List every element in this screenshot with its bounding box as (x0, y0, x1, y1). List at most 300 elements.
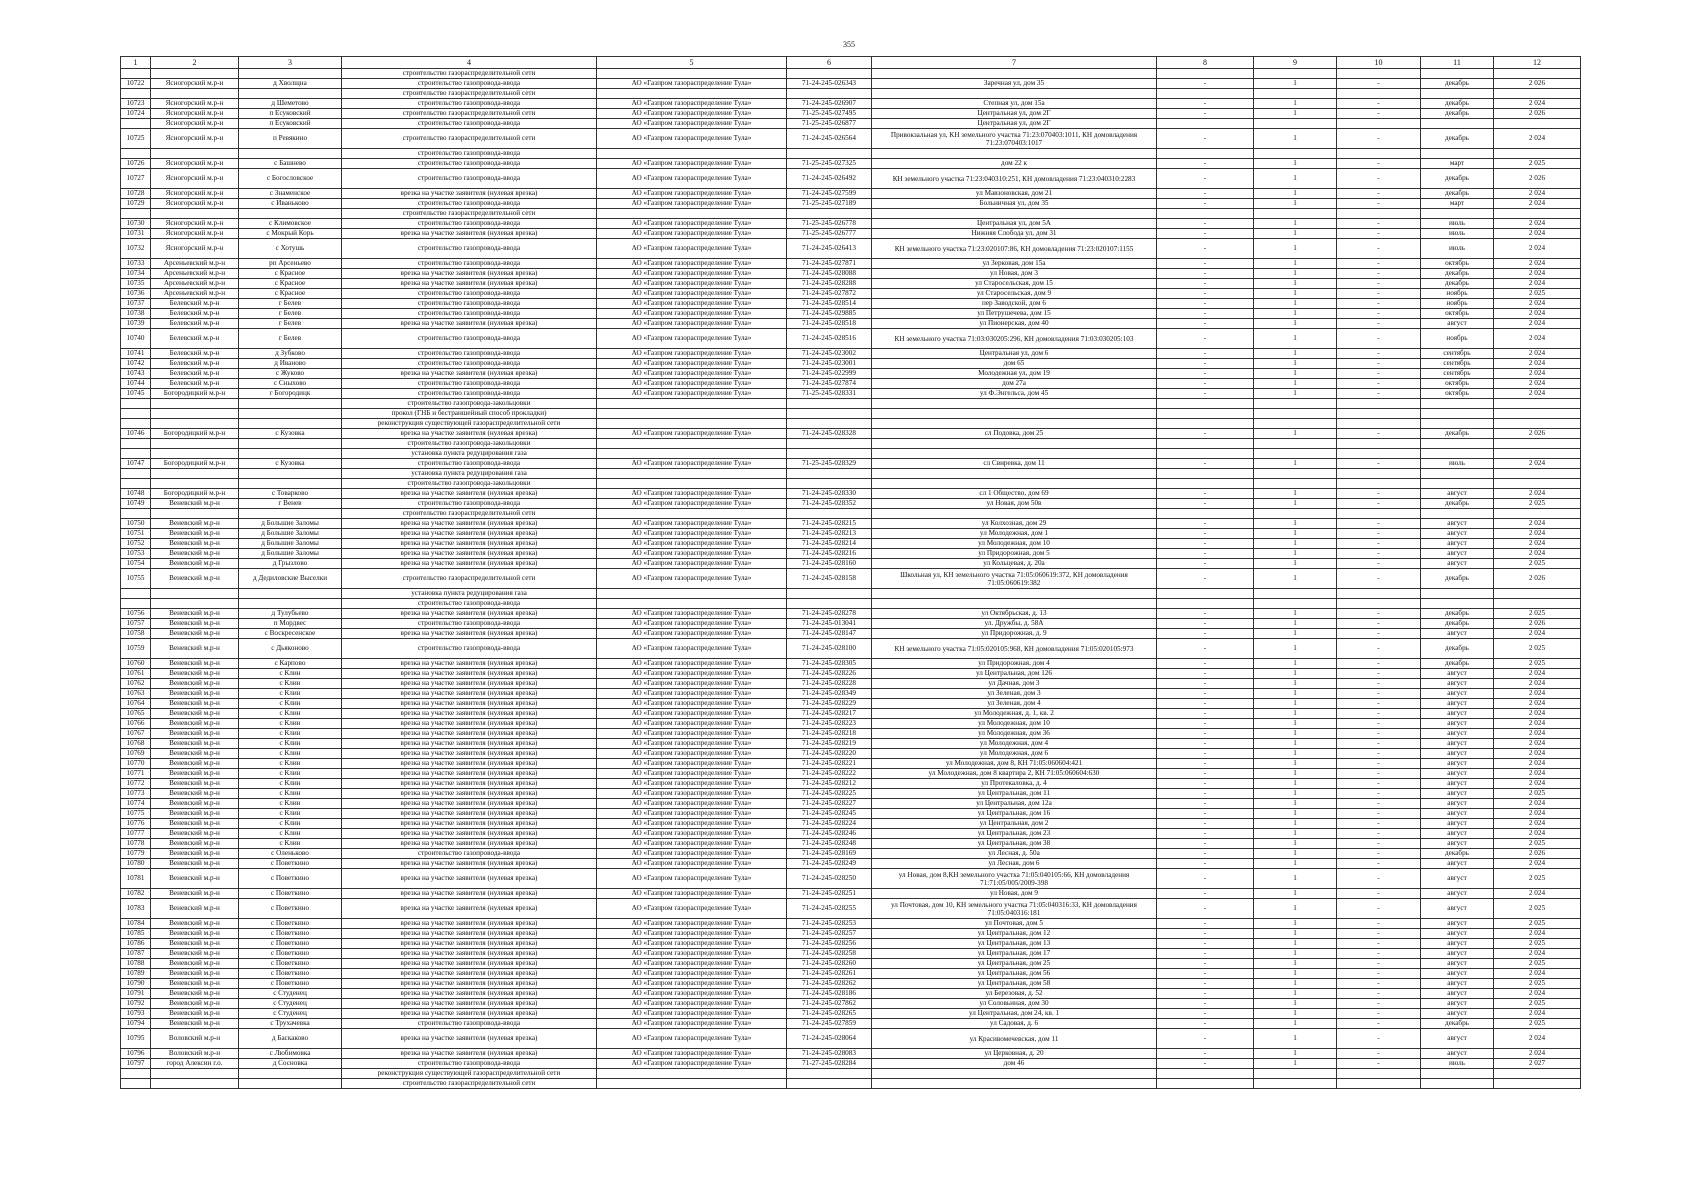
table-cell: - (1157, 749, 1254, 759)
table-cell: август (1421, 1009, 1494, 1019)
table-cell: д Грызлово (239, 559, 342, 569)
table-cell (1254, 1079, 1337, 1089)
table-cell: август (1421, 699, 1494, 709)
table-cell (787, 509, 872, 519)
table-cell: 2 024 (1494, 779, 1581, 789)
table-cell: - (1337, 499, 1421, 509)
table-cell: 1 (1254, 359, 1337, 369)
table-cell: врезка на участке заявителя (нулевая врезка) (342, 729, 597, 739)
table-cell (121, 469, 151, 479)
table-cell: с Клин (239, 709, 342, 719)
table-cell: 2 024 (1494, 549, 1581, 559)
table-cell: д Хволщна (239, 79, 342, 89)
table-cell: строительство газопровода-ввода (342, 349, 597, 359)
table-cell: врезка на участке заявителя (нулевая врезка) (342, 269, 597, 279)
table-cell (1337, 149, 1421, 159)
table-cell: 10762 (121, 679, 151, 689)
table-cell: Веневский м.р-н (151, 549, 239, 559)
table-cell: 1 (1254, 769, 1337, 779)
table-cell: 2 024 (1494, 269, 1581, 279)
table-cell (151, 399, 239, 409)
table-cell: АО «Газпром газораспределение Тула» (597, 119, 787, 129)
table-cell: врезка на участке заявителя (нулевая врезка) (342, 739, 597, 749)
table-cell (151, 589, 239, 599)
table-cell: АО «Газпром газораспределение Тула» (597, 549, 787, 559)
table-cell: строительство газораспределительной сети (342, 209, 597, 219)
table-cell (121, 69, 151, 79)
table-cell: ул Центральная, дом 58 (872, 979, 1157, 989)
table-cell: врезка на участке заявителя (нулевая врезка) (342, 919, 597, 929)
table-cell: - (1337, 889, 1421, 899)
table-cell: 2 025 (1494, 979, 1581, 989)
table-cell: ул Почтовая, дом 10, КН земельного участка 71:05:040316:33, КН домовладения 71:05:040316:181 (872, 899, 1157, 919)
table-cell (787, 89, 872, 99)
table-cell: 1 (1254, 299, 1337, 309)
table-cell (872, 69, 1157, 79)
table-cell: Веневский м.р-н (151, 919, 239, 929)
table-cell: август (1421, 859, 1494, 869)
table-cell: 1 (1254, 849, 1337, 859)
table-cell: - (1157, 959, 1254, 969)
table-cell: 10725 (121, 129, 151, 149)
table-cell: АО «Газпром газораспределение Тула» (597, 429, 787, 439)
table-cell (1494, 479, 1581, 489)
table-cell (239, 509, 342, 519)
table-cell: 2 024 (1494, 459, 1581, 469)
table-cell: Веневский м.р-н (151, 869, 239, 889)
table-subrow (121, 1069, 1581, 1079)
table-cell: - (1337, 99, 1421, 109)
table-row (121, 199, 1581, 209)
table-row (121, 569, 1581, 589)
table-row (121, 889, 1581, 899)
table-cell: - (1337, 239, 1421, 259)
table-row (121, 789, 1581, 799)
table-cell: Ясногорский м.р-н (151, 229, 239, 239)
table-cell: ул Молодежная, дом 36 (872, 729, 1157, 739)
table-cell: 71-24-245-028250 (787, 869, 872, 889)
table-cell: август (1421, 489, 1494, 499)
table-cell: 2 026 (1494, 429, 1581, 439)
table-cell: Центральная ул, дом 2Г (872, 119, 1157, 129)
table-cell: - (1157, 259, 1254, 269)
table-cell: ул Молодежная, дом 6 (872, 749, 1157, 759)
table-cell: - (1157, 939, 1254, 949)
table-cell: строительство газопровода-ввода (342, 99, 597, 109)
table-cell (151, 69, 239, 79)
table-row (121, 699, 1581, 709)
table-cell (121, 479, 151, 489)
table-cell: 10732 (121, 239, 151, 259)
table-cell: Ясногорский м.р-н (151, 99, 239, 109)
table-cell: ул Новая, дом 9 (872, 889, 1157, 899)
table-cell: 71-24-245-028229 (787, 699, 872, 709)
table-cell: Веневский м.р-н (151, 1019, 239, 1029)
table-cell: строительство газопровода-ввода (342, 159, 597, 169)
table-row (121, 979, 1581, 989)
table-cell: 10735 (121, 279, 151, 289)
table-cell (1337, 439, 1421, 449)
table-cell: ул Старосельская, дом 9 (872, 289, 1157, 299)
table-cell: 1 (1254, 199, 1337, 209)
table-cell: 2 024 (1494, 1049, 1581, 1059)
table-cell (1157, 599, 1254, 609)
table-cell: с Клин (239, 769, 342, 779)
table-cell: - (1157, 899, 1254, 919)
table-cell: 10769 (121, 749, 151, 759)
table-cell: август (1421, 919, 1494, 929)
table-row (121, 999, 1581, 1009)
table-cell: АО «Газпром газораспределение Тула» (597, 559, 787, 569)
table-cell: ул Центральная, дом 12 (872, 929, 1157, 939)
table-cell (1421, 69, 1494, 79)
table-cell (151, 409, 239, 419)
table-cell: август (1421, 749, 1494, 759)
table-cell: август (1421, 799, 1494, 809)
table-row (121, 359, 1581, 369)
table-cell: Богородицкий м.р-н (151, 389, 239, 399)
table-cell: - (1157, 819, 1254, 829)
table-cell: ул Центральная, дом 11 (872, 789, 1157, 799)
table-cell: 71-24-245-028278 (787, 609, 872, 619)
table-cell: ул Старосельская, дом 15 (872, 279, 1157, 289)
table-cell (787, 1079, 872, 1089)
table-cell: - (1337, 109, 1421, 119)
table-cell: август (1421, 959, 1494, 969)
table-cell: декабрь (1421, 499, 1494, 509)
table-subrow (121, 599, 1581, 609)
table-cell (151, 449, 239, 459)
table-cell: 2 026 (1494, 849, 1581, 859)
table-cell (597, 1069, 787, 1079)
table-row (121, 119, 1581, 129)
table-cell (1494, 449, 1581, 459)
table-cell: Веневский м.р-н (151, 949, 239, 959)
table-cell: 1 (1254, 999, 1337, 1009)
table-cell: 71-24-245-028225 (787, 789, 872, 799)
table-cell: АО «Газпром газораспределение Тула» (597, 79, 787, 89)
table-cell: 71-24-245-028227 (787, 799, 872, 809)
table-cell: АО «Газпром газораспределение Тула» (597, 959, 787, 969)
table-cell: 2 025 (1494, 839, 1581, 849)
table-cell: строительство газораспределительной сети (342, 69, 597, 79)
table-cell: - (1157, 299, 1254, 309)
table-cell: декабрь (1421, 279, 1494, 289)
table-cell: - (1337, 939, 1421, 949)
table-cell (1337, 599, 1421, 609)
table-cell: АО «Газпром газораспределение Тула» (597, 329, 787, 349)
table-cell: Веневский м.р-н (151, 799, 239, 809)
table-cell (1337, 1069, 1421, 1079)
table-cell: 2 024 (1494, 739, 1581, 749)
table-cell: 1 (1254, 1059, 1337, 1069)
table-cell: - (1337, 129, 1421, 149)
table-cell: 2 024 (1494, 189, 1581, 199)
table-cell: 10773 (121, 789, 151, 799)
table-cell (1421, 439, 1494, 449)
table-cell: 10751 (121, 529, 151, 539)
table-cell: 2 024 (1494, 489, 1581, 499)
table-cell (597, 149, 787, 159)
table-cell: с Клин (239, 759, 342, 769)
table-cell: 1 (1254, 1009, 1337, 1019)
table-cell (1337, 409, 1421, 419)
table-cell: 71-24-245-028262 (787, 979, 872, 989)
table-cell: август (1421, 539, 1494, 549)
table-cell: 10722 (121, 79, 151, 89)
table-subrow (121, 89, 1581, 99)
table-cell: КН земельного участка 71:23:040310:251, КН домовладения 71:23:040310:2283 (872, 169, 1157, 189)
table-cell: АО «Газпром газораспределение Тула» (597, 629, 787, 639)
table-cell: строительство газопровода-ввода (342, 219, 597, 229)
table-cell: 2 025 (1494, 1019, 1581, 1029)
table-cell: 10723 (121, 99, 151, 109)
table-cell: ул Центральная, дом 56 (872, 969, 1157, 979)
table-cell: д Шеметово (239, 99, 342, 109)
table-cell: Больничная ул, дом 35 (872, 199, 1157, 209)
table-cell: 10748 (121, 489, 151, 499)
table-cell: - (1337, 609, 1421, 619)
table-cell: 71-24-245-026564 (787, 129, 872, 149)
table-cell: ноябрь (1421, 329, 1494, 349)
table-cell (1494, 409, 1581, 419)
table-cell: 2 026 (1494, 79, 1581, 89)
table-row (121, 489, 1581, 499)
table-cell: 2 025 (1494, 999, 1581, 1009)
table-cell: п Ревякино (239, 129, 342, 149)
table-cell: строительство газопровода-закольцовки (342, 439, 597, 449)
table-row (121, 809, 1581, 819)
table-cell: 10728 (121, 189, 151, 199)
table-cell: 1 (1254, 699, 1337, 709)
table-cell: с Любимовка (239, 1049, 342, 1059)
table-cell: ул Новая, дом 3 (872, 269, 1157, 279)
table-cell: с Красное (239, 279, 342, 289)
table-cell: Молодежная ул, дом 19 (872, 369, 1157, 379)
table-cell (872, 399, 1157, 409)
table-cell: строительство газопровода-ввода (342, 299, 597, 309)
table-cell: АО «Газпром газораспределение Тула» (597, 289, 787, 299)
column-number-header (121, 57, 1581, 69)
table-row (121, 309, 1581, 319)
table-cell: 2 024 (1494, 729, 1581, 739)
table-row (121, 899, 1581, 919)
table-cell: декабрь (1421, 569, 1494, 589)
table-cell: 10778 (121, 839, 151, 849)
table-cell: Богородицкий м.р-н (151, 429, 239, 439)
table-cell: ул Протекаловка, д. 4 (872, 779, 1157, 789)
table-cell: АО «Газпром газораспределение Тула» (597, 989, 787, 999)
table-row (121, 859, 1581, 869)
table-cell: Веневский м.р-н (151, 929, 239, 939)
table-cell: Белевский м.р-н (151, 299, 239, 309)
table-cell: 71-24-245-028516 (787, 329, 872, 349)
table-cell: строительство газопровода-ввода (342, 499, 597, 509)
table-row (121, 659, 1581, 669)
table-cell: ул Почтовая, дом 5 (872, 919, 1157, 929)
table-cell: АО «Газпром газораспределение Тула» (597, 369, 787, 379)
table-cell (151, 1079, 239, 1089)
table-cell: 2 024 (1494, 689, 1581, 699)
table-cell: 71-24-245-027872 (787, 289, 872, 299)
table-cell: АО «Газпром газораспределение Тула» (597, 199, 787, 209)
table-cell: врезка на участке заявителя (нулевая врезка) (342, 1029, 597, 1049)
table-cell: 10739 (121, 319, 151, 329)
table-cell: 1 (1254, 349, 1337, 359)
table-cell: с Клин (239, 809, 342, 819)
table-cell: АО «Газпром газораспределение Тула» (597, 159, 787, 169)
table-cell: реконструкция существующей газораспределительной сети (342, 419, 597, 429)
table-cell: строительство газораспределительной сети (342, 109, 597, 119)
table-cell: 1 (1254, 749, 1337, 759)
table-cell: с Товарково (239, 489, 342, 499)
table-cell (597, 599, 787, 609)
table-cell (239, 69, 342, 79)
table-cell: АО «Газпром газораспределение Тула» (597, 769, 787, 779)
table-cell: 71-24-245-028160 (787, 559, 872, 569)
table-cell: АО «Газпром газораспределение Тула» (597, 819, 787, 829)
table-cell: 1 (1254, 829, 1337, 839)
table-row (121, 549, 1581, 559)
table-cell (1421, 119, 1494, 129)
table-row (121, 969, 1581, 979)
table-cell: сентябрь (1421, 359, 1494, 369)
table-cell (872, 599, 1157, 609)
table-cell: - (1157, 809, 1254, 819)
table-cell: сл Свиревка, дом 11 (872, 459, 1157, 469)
table-cell: сентябрь (1421, 369, 1494, 379)
table-cell: 71-24-245-028169 (787, 849, 872, 859)
table-cell: 71-24-245-027859 (787, 1019, 872, 1029)
table-cell: г Белев (239, 299, 342, 309)
table-cell (872, 419, 1157, 429)
table-cell (597, 399, 787, 409)
table-cell: АО «Газпром газораспределение Тула» (597, 739, 787, 749)
table-cell: - (1157, 719, 1254, 729)
table-cell: август (1421, 709, 1494, 719)
table-cell: Ясногорский м.р-н (151, 239, 239, 259)
table-cell (1157, 399, 1254, 409)
table-cell: КН земельного участка 71:23:020107:86, КН домовладения 71:23:020107:1155 (872, 239, 1157, 259)
table-cell: строительство газопровода-ввода (342, 149, 597, 159)
table-cell: врезка на участке заявителя (нулевая врезка) (342, 989, 597, 999)
table-cell: 1 (1254, 549, 1337, 559)
table-cell: 2 024 (1494, 329, 1581, 349)
table-cell: - (1337, 299, 1421, 309)
table-cell: 1 (1254, 1019, 1337, 1029)
table-cell: август (1421, 719, 1494, 729)
table-cell: 2 025 (1494, 789, 1581, 799)
table-cell: 10763 (121, 689, 151, 699)
table-cell: строительство газопровода-ввода (342, 1019, 597, 1029)
table-cell: с Поветкино (239, 959, 342, 969)
table-cell: 71-24-245-028261 (787, 969, 872, 979)
table-cell: с Оленьково (239, 849, 342, 859)
table-cell: строительство газораспределительной сети (342, 569, 597, 589)
table-cell: - (1337, 489, 1421, 499)
table-cell: - (1337, 1009, 1421, 1019)
table-cell: АО «Газпром газораспределение Тула» (597, 939, 787, 949)
table-cell: ул Центральная, дом 12а (872, 799, 1157, 809)
table-cell: г Белев (239, 329, 342, 349)
table-cell: врезка на участке заявителя (нулевая врезка) (342, 1049, 597, 1059)
table-cell: 2 026 (1494, 569, 1581, 589)
table-cell (239, 419, 342, 429)
table-cell (1421, 449, 1494, 459)
table-cell: декабрь (1421, 269, 1494, 279)
table-body (121, 69, 1581, 1089)
table-cell: 2 024 (1494, 279, 1581, 289)
table-cell: Веневский м.р-н (151, 629, 239, 639)
table-cell: строительство газопровода-ввода (342, 389, 597, 399)
table-cell: с Клин (239, 749, 342, 759)
table-cell: 71-24-245-028246 (787, 829, 872, 839)
table-cell: строительство газопровода-закольцовки (342, 479, 597, 489)
table-cell: дом 22 к (872, 159, 1157, 169)
table-cell: врезка на участке заявителя (нулевая врезка) (342, 839, 597, 849)
table-cell (597, 439, 787, 449)
table-cell: врезка на участке заявителя (нулевая врезка) (342, 949, 597, 959)
table-cell: - (1337, 319, 1421, 329)
table-cell: врезка на участке заявителя (нулевая врезка) (342, 549, 597, 559)
table-cell (787, 209, 872, 219)
table-cell: ул Молодежная, д. 1, кв. 2 (872, 709, 1157, 719)
table-cell (151, 419, 239, 429)
table-cell: 2 024 (1494, 719, 1581, 729)
table-cell: - (1337, 289, 1421, 299)
table-cell: ул Центральная, дом 126 (872, 669, 1157, 679)
table-cell: АО «Газпром газораспределение Тула» (597, 299, 787, 309)
table-cell: 71-24-245-028228 (787, 679, 872, 689)
table-cell: 1 (1254, 619, 1337, 629)
table-cell: 2 025 (1494, 919, 1581, 929)
table-cell: 71-27-245-028284 (787, 1059, 872, 1069)
table-cell: - (1337, 769, 1421, 779)
table-cell: 10753 (121, 549, 151, 559)
table-cell: - (1157, 379, 1254, 389)
table-cell: 10734 (121, 269, 151, 279)
table-cell: врезка на участке заявителя (нулевая врезка) (342, 769, 597, 779)
table-cell: - (1157, 529, 1254, 539)
table-cell: 71-24-245-028328 (787, 429, 872, 439)
table-cell: 2 025 (1494, 639, 1581, 659)
table-cell: 2 025 (1494, 959, 1581, 969)
table-cell: - (1337, 849, 1421, 859)
table-cell: с Воскресенское (239, 629, 342, 639)
table-cell: Веневский м.р-н (151, 979, 239, 989)
table-subrow (121, 419, 1581, 429)
table-row (121, 629, 1581, 639)
table-cell: - (1157, 99, 1254, 109)
table-cell: 1 (1254, 529, 1337, 539)
table-cell: с Жуково (239, 369, 342, 379)
table-cell (239, 209, 342, 219)
table-cell: 71-24-245-028224 (787, 819, 872, 829)
table-cell: ул Центральная, дом 2 (872, 819, 1157, 829)
table-cell: г Белев (239, 309, 342, 319)
table-cell: - (1157, 979, 1254, 989)
table-cell: 2 024 (1494, 359, 1581, 369)
table-row (121, 349, 1581, 359)
table-cell: - (1157, 309, 1254, 319)
table-cell: 10767 (121, 729, 151, 739)
table-cell: август (1421, 1049, 1494, 1059)
table-cell: дом 46 (872, 1059, 1157, 1069)
table-cell: АО «Газпром газораспределение Тула» (597, 789, 787, 799)
table-cell: АО «Газпром газораспределение Тула» (597, 319, 787, 329)
table-cell: Веневский м.р-н (151, 839, 239, 849)
table-cell: декабрь (1421, 99, 1494, 109)
